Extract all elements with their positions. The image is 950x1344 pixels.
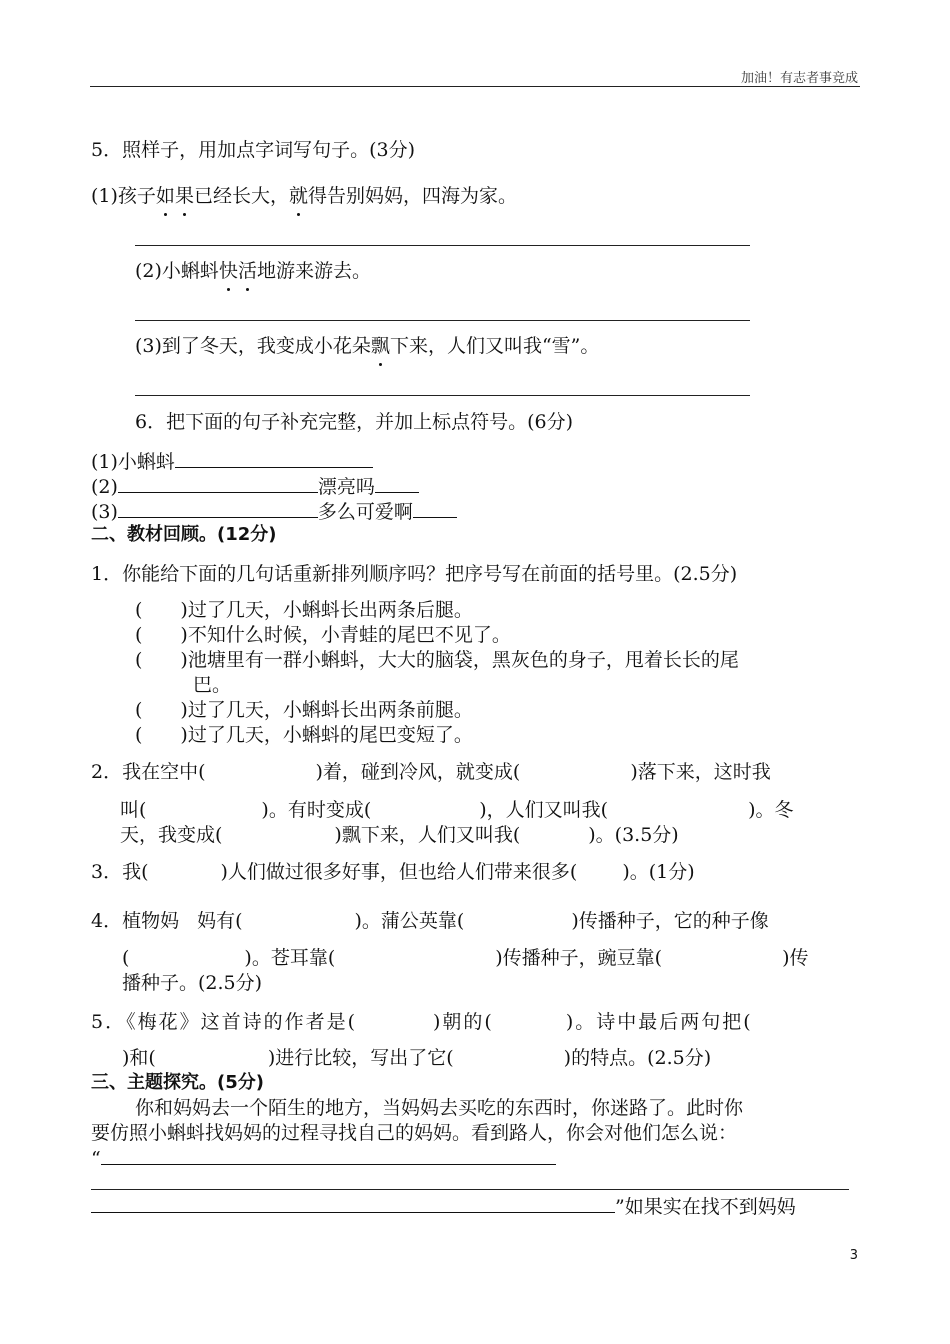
s2-q1-item-4: ( )过了几天，小蝌蚪长出两条前腿。 bbox=[135, 699, 473, 721]
q5-title: 5．照样子，用加点字词写句子。(3分) bbox=[91, 139, 416, 161]
s2-q4-line-2: ( )。苍耳靠( )传播种子，豌豆靠( )传 bbox=[122, 947, 809, 969]
q6-blank-1[interactable] bbox=[175, 449, 373, 468]
q5-answer-line-2[interactable] bbox=[135, 320, 750, 321]
section-3-title: 三、主题探究。(5分) bbox=[91, 1072, 264, 1093]
q6-blank-2[interactable] bbox=[118, 474, 318, 493]
section-2-title: 二、教材回顾。(12分) bbox=[91, 524, 277, 545]
s2-q4-line-3: 播种子。(2.5分) bbox=[122, 972, 263, 994]
s2-q1-title: 1．你能给下面的几句话重新排列顺序吗？把序号写在前面的括号里。(2.5分) bbox=[91, 563, 738, 585]
s3-paragraph-1: 你和妈妈去一个陌生的地方，当妈妈去买吃的东西时，你迷路了。此时你 bbox=[135, 1097, 744, 1119]
s2-q5-line-2: )和( )进行比较，写出了它( )的特点。(2.5分) bbox=[122, 1047, 712, 1069]
s2-q4-line-1: 4．植物妈 妈有( )。蒲公英靠( )传播种子，它的种子像 bbox=[91, 910, 769, 932]
s2-q5-line-1: 5．《梅花》这首诗的作者是( )朝的( )。诗中最后两句把( bbox=[91, 1011, 753, 1033]
q6-blank-3b[interactable] bbox=[413, 499, 457, 518]
s3-paragraph-2: 要仿照小蝌蚪找妈妈的过程寻找自己的妈妈。看到路人，你会对他们怎么说： bbox=[91, 1122, 738, 1144]
s3-answer-blank-1[interactable] bbox=[101, 1146, 556, 1165]
s2-q1-item-2: ( )不知什么时候，小青蛙的尾巴不见了。 bbox=[135, 624, 511, 646]
s3-answer-line-2[interactable] bbox=[91, 1189, 849, 1190]
q5-sentence-3: (3)到了冬天，我变成小花朵飘下来，人们又叫我“雪”。 bbox=[135, 335, 600, 357]
q5-sentence-1: (1)孩子如果已经长大，就得告别妈妈，四海为家。 bbox=[91, 185, 517, 207]
s3-answer-blank-3[interactable] bbox=[91, 1194, 615, 1213]
s2-q1-item-3-cont: 巴。 bbox=[193, 674, 232, 696]
q6-blank-3[interactable] bbox=[118, 499, 318, 518]
q6-line-3: (3) 多么可爱啊 bbox=[91, 499, 457, 524]
q6-line-1: (1)小蝌蚪 bbox=[91, 449, 373, 474]
s2-q2-line-1: 2．我在空中( )着，碰到冷风，就变成( )落下来，这时我 bbox=[91, 761, 771, 783]
page-number: 3 bbox=[849, 1248, 858, 1263]
q6-line-2: (2) 漂亮吗 bbox=[91, 474, 419, 499]
s2-q1-item-1: ( )过了几天，小蝌蚪长出两条后腿。 bbox=[135, 599, 473, 621]
s2-q2-line-2: 叫( )。有时变成( )，人们又叫我( )。冬 bbox=[120, 799, 794, 821]
q5-answer-line-1[interactable] bbox=[135, 245, 750, 246]
q6-blank-2b[interactable] bbox=[375, 474, 419, 493]
s2-q1-item-5: ( )过了几天，小蝌蚪的尾巴变短了。 bbox=[135, 724, 473, 746]
q5-answer-line-3[interactable] bbox=[135, 395, 750, 396]
s2-q3-line: 3．我( )人们做过很多好事，但也给人们带来很多( )。(1分) bbox=[91, 861, 695, 883]
s3-answer-line-3: ”如果实在找不到妈妈 bbox=[91, 1194, 796, 1219]
s2-q1-item-3: ( )池塘里有一群小蝌蚪，大大的脑袋，黑灰色的身子，甩着长长的尾 bbox=[135, 649, 739, 671]
s3-answer-line-1: “ bbox=[91, 1146, 556, 1171]
q6-title: 6．把下面的句子补充完整，并加上标点符号。(6分) bbox=[135, 411, 574, 433]
q5-sentence-2: (2)小蝌蚪快活地游来游去。 bbox=[135, 260, 371, 282]
header-motto: 加油！有志者事竞成 bbox=[740, 71, 858, 86]
s2-q2-line-3: 天，我变成( )飘下来，人们又叫我( )。(3.5分) bbox=[120, 824, 679, 846]
header-rule bbox=[90, 86, 860, 87]
